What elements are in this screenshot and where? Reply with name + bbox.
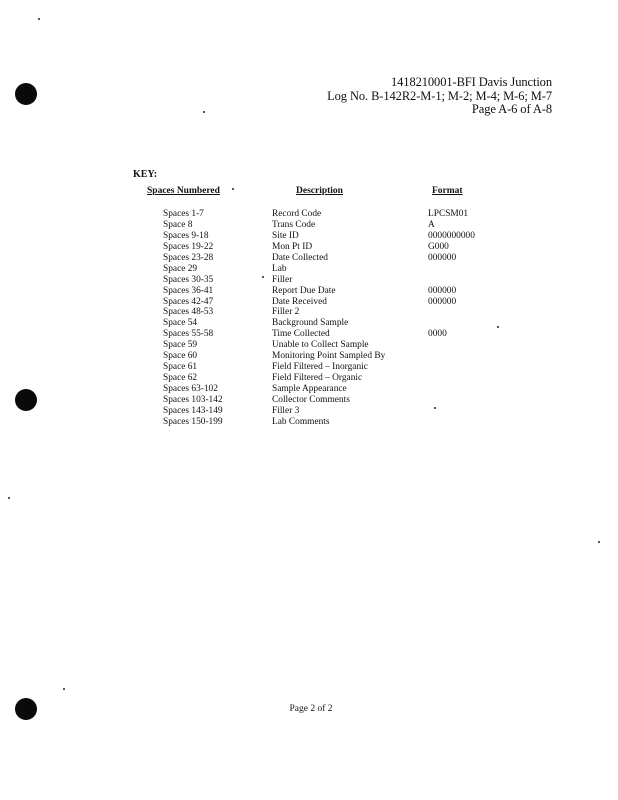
format-cell: 000000 <box>428 285 457 296</box>
spaces-cell: Spaces 9-18 <box>163 230 209 241</box>
table-row <box>0 329 618 340</box>
description-cell: Collector Comments <box>272 394 350 405</box>
spaces-cell: Space 29 <box>163 263 198 274</box>
format-cell: 0000 <box>428 329 447 340</box>
table-row <box>0 395 618 406</box>
description-cell: Lab <box>272 263 287 274</box>
spaces-cell: Space 61 <box>163 362 198 373</box>
column-header-spaces: Spaces Numbered <box>147 186 220 196</box>
description-cell: Site ID <box>272 230 299 241</box>
description-cell: Unable to Collect Sample <box>272 340 369 351</box>
format-cell: G000 <box>428 241 449 252</box>
scan-speck <box>63 688 65 690</box>
footer-page-number: Page 2 of 2 <box>289 704 333 714</box>
description-cell: Mon Pt ID <box>272 241 313 252</box>
header-project-line: 1418210001-BFI Davis Junction <box>391 75 552 89</box>
table-row <box>0 417 618 428</box>
table-row <box>0 286 618 297</box>
spaces-cell: Spaces 36-41 <box>163 285 214 296</box>
table-row <box>0 297 618 308</box>
spaces-cell: Spaces 103-142 <box>163 394 223 405</box>
spaces-cell: Space 60 <box>163 351 198 362</box>
spaces-cell: Spaces 48-53 <box>163 307 214 318</box>
table-row <box>0 318 618 329</box>
spaces-cell: Spaces 42-47 <box>163 296 214 307</box>
header-page-line: Page A-6 of A-8 <box>471 102 552 116</box>
scan-speck <box>38 18 40 20</box>
table-row <box>0 220 618 231</box>
table-row <box>0 373 618 384</box>
spaces-cell: Space 54 <box>163 318 198 329</box>
spaces-cell: Space 8 <box>163 219 193 230</box>
description-cell: Monitoring Point Sampled By <box>272 351 386 362</box>
table-row <box>0 351 618 362</box>
table-row <box>0 406 618 417</box>
table-row <box>0 384 618 395</box>
format-cell: LPCSM01 <box>428 209 469 219</box>
key-table <box>0 209 618 428</box>
spaces-cell: Space 62 <box>163 373 198 384</box>
description-cell: Filler <box>272 274 293 285</box>
key-label: KEY: <box>133 169 158 180</box>
description-cell: Background Sample <box>272 318 349 329</box>
spaces-cell: Space 59 <box>163 340 198 351</box>
page-footer <box>0 704 618 714</box>
format-cell: 000000 <box>428 252 457 263</box>
table-row <box>0 253 618 264</box>
spaces-cell: Spaces 30-35 <box>163 274 214 285</box>
table-row <box>0 264 618 275</box>
spaces-cell: Spaces 19-22 <box>163 241 214 252</box>
description-cell: Field Filtered – Organic <box>272 373 363 384</box>
description-cell: Trans Code <box>272 219 316 230</box>
spaces-cell: Spaces 1-7 <box>163 209 204 219</box>
spaces-cell: Spaces 23-28 <box>163 252 214 263</box>
spaces-cell: Spaces 63-102 <box>163 384 218 394</box>
header-log-line: Log No. B-142R2-M-1; M-2; M-4; M-6; M-7 <box>327 88 552 103</box>
table-row <box>0 209 618 220</box>
description-cell: Date Received <box>272 296 327 307</box>
description-cell: Filler 2 <box>272 307 300 318</box>
description-cell: Lab Comments <box>272 416 330 427</box>
table-row <box>0 307 618 318</box>
description-cell: Filler 3 <box>272 405 300 416</box>
punch-hole-top <box>15 83 37 105</box>
spaces-cell: Spaces 150-199 <box>163 416 223 427</box>
spaces-cell: Spaces 143-149 <box>163 405 223 416</box>
format-cell: A <box>428 219 435 230</box>
document-header <box>327 76 552 117</box>
description-cell: Field Filtered – Inorganic <box>272 362 368 373</box>
table-row <box>0 340 618 351</box>
description-cell: Time Collected <box>272 329 330 340</box>
format-cell: 000000 <box>428 296 457 307</box>
table-row <box>0 275 618 286</box>
description-cell: Date Collected <box>272 252 328 263</box>
column-header-format: Format <box>432 186 463 196</box>
table-row <box>0 231 618 242</box>
table-row <box>0 362 618 373</box>
scan-speck <box>598 541 600 543</box>
column-header-description: Description <box>296 186 343 196</box>
table-row <box>0 242 618 253</box>
description-cell: Record Code <box>272 209 322 219</box>
description-cell: Sample Appearance <box>272 384 347 394</box>
scan-speck <box>8 497 10 499</box>
format-cell: 0000000000 <box>428 230 475 241</box>
scan-speck <box>232 188 234 190</box>
description-cell: Report Due Date <box>272 285 336 296</box>
spaces-cell: Spaces 55-58 <box>163 329 214 340</box>
scan-speck <box>203 111 205 113</box>
